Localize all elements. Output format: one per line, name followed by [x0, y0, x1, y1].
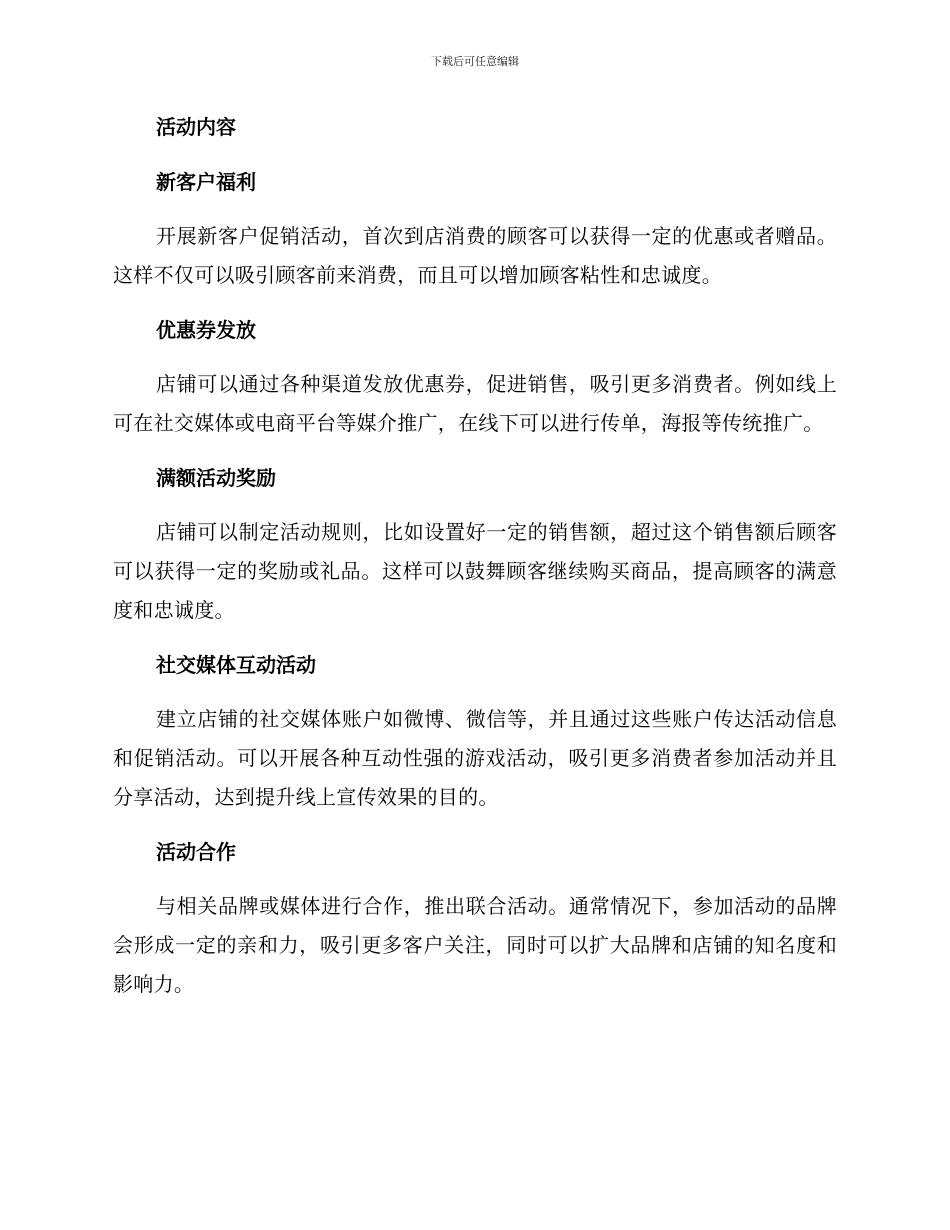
- section-heading-partnership: 活动合作: [156, 840, 236, 864]
- section-body-social-media: 建立店铺的社交媒体账户如微博、微信等，并且通过这些账户传达活动信息和促销活动。可以开展各种互动性强的游戏活动，吸引更多消费者参加活动并且分享活动，达到提升线上宣传效果的目的。: [113, 707, 837, 809]
- section-body-new-customer: 开展新客户促销活动，首次到店消费的顾客可以获得一定的优惠或者赠品。这样不仅可以吸引顾客前来消费，而且可以增加顾客粘性和忠诚度。: [113, 224, 837, 287]
- section-body-partnership: 与相关品牌或媒体进行合作，推出联合活动。通常情况下，参加活动的品牌会形成一定的亲和力，吸引更多客户关注，同时可以扩大品牌和店铺的知名度和影响力。: [113, 894, 837, 996]
- section-heading-new-customer: 新客户福利: [156, 170, 256, 194]
- section-body-coupon: 店铺可以通过各种渠道发放优惠券，促进销售，吸引更多消费者。例如线上可在社交媒体或电商平台等媒介推广，在线下可以进行传单，海报等传统推广。: [113, 372, 837, 435]
- document-body: [113, 107, 837, 1019]
- section-heading-social-media: 社交媒体互动活动: [156, 653, 316, 677]
- main-title: 活动内容: [156, 115, 236, 139]
- section-body-spend-reward: 店铺可以制定活动规则，比如设置好一定的销售额，超过这个销售额后顾客可以获得一定的奖励或礼品。这样可以鼓舞顾客继续购买商品，提高顾客的满意度和忠诚度。: [113, 520, 837, 622]
- section-heading-spend-reward: 满额活动奖励: [156, 466, 276, 490]
- section-heading-coupon: 优惠券发放: [156, 318, 256, 342]
- page-header: 下载后可任意编辑: [431, 55, 519, 68]
